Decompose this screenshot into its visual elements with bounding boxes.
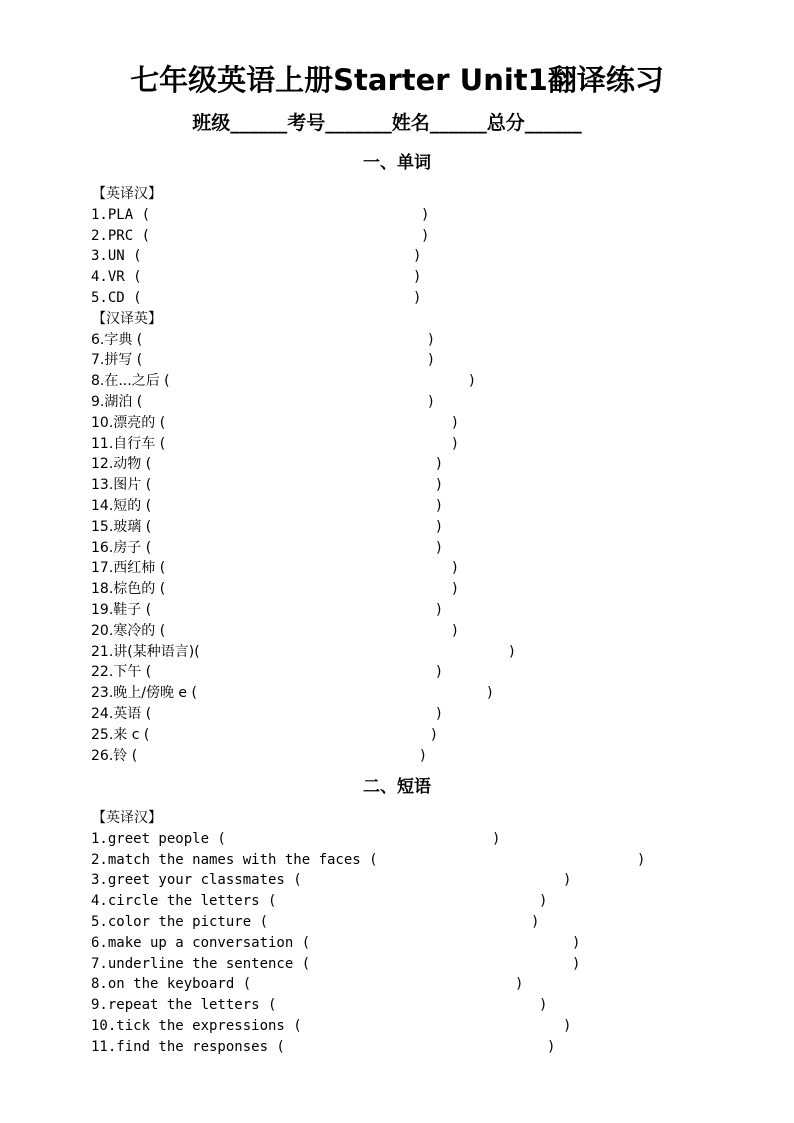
- phrase-item-9: 9.repeat the letters ( ): [91, 997, 548, 1014]
- word-item-6: 6.字典 ( ): [91, 331, 434, 348]
- word-item-22: 22.下午 ( ): [91, 664, 442, 681]
- subhead-cn-to-en: 【汉译英】: [92, 310, 162, 327]
- student-info-line: 班级______考号_______姓名______总分______: [192, 112, 582, 134]
- word-item-5: 5.CD ( ): [91, 289, 422, 306]
- word-item-14: 14.短的 ( ): [91, 497, 442, 514]
- word-item-19: 19.鞋子 ( ): [91, 601, 442, 618]
- word-item-2: 2.PRC ( ): [91, 227, 430, 244]
- word-item-3: 3.UN ( ): [91, 248, 422, 265]
- phrase-item-8: 8.on the keyboard ( ): [91, 976, 524, 993]
- phrase-item-4: 4.circle the letters ( ): [91, 893, 548, 910]
- word-item-13: 13.图片 ( ): [91, 477, 442, 494]
- word-item-18: 18.棕色的 ( ): [91, 581, 458, 598]
- word-item-16: 16.房子 ( ): [91, 539, 442, 556]
- word-item-20: 20.寒冷的 ( ): [91, 622, 458, 639]
- phrase-item-5: 5.color the picture ( ): [91, 913, 540, 930]
- subhead-phrases-en-to-cn: 【英译汉】: [92, 810, 162, 826]
- word-item-26: 26.铃 ( ): [91, 747, 426, 764]
- phrase-item-1: 1.greet people ( ): [91, 830, 501, 847]
- word-item-15: 15.玻璃 ( ): [91, 518, 442, 535]
- phrase-item-6: 6.make up a conversation ( ): [91, 934, 581, 951]
- word-item-25: 25.来 c ( ): [91, 726, 437, 743]
- word-item-24: 24.英语 ( ): [91, 705, 442, 722]
- section-heading-words: 一、单词: [363, 153, 431, 173]
- words-section: [91, 184, 771, 766]
- page-title: 七年级英语上册Starter Unit1翻译练习: [130, 63, 664, 97]
- phrase-item-10: 10.tick the expressions ( ): [91, 1017, 572, 1034]
- word-item-10: 10.漂亮的 ( ): [91, 414, 458, 431]
- word-item-4: 4.VR ( ): [91, 269, 422, 286]
- phrase-item-3: 3.greet your classmates ( ): [91, 872, 572, 889]
- word-item-21: 21.讲(某种语言)( ): [91, 643, 515, 660]
- word-item-23: 23.晚上/傍晚 e ( ): [91, 685, 493, 702]
- subhead-en-to-cn: 【英译汉】: [92, 186, 162, 202]
- word-item-1: 1.PLA ( ): [91, 206, 430, 223]
- phrases-section: [91, 808, 771, 1058]
- phrase-item-2: 2.match the names with the faces ( ): [91, 851, 646, 868]
- section-heading-phrases: 二、短语: [363, 777, 431, 797]
- word-item-11: 11.自行车 ( ): [91, 435, 458, 452]
- phrase-item-7: 7.underline the sentence ( ): [91, 955, 581, 972]
- word-item-7: 7.拼写 ( ): [91, 352, 434, 369]
- word-item-17: 17.西红柿 ( ): [91, 560, 458, 577]
- word-item-12: 12.动物 ( ): [91, 456, 442, 473]
- phrase-item-11: 11.find the responses ( ): [91, 1038, 556, 1055]
- word-item-9: 9.湖泊 ( ): [91, 393, 434, 410]
- word-item-8: 8.在...之后 ( ): [91, 373, 475, 390]
